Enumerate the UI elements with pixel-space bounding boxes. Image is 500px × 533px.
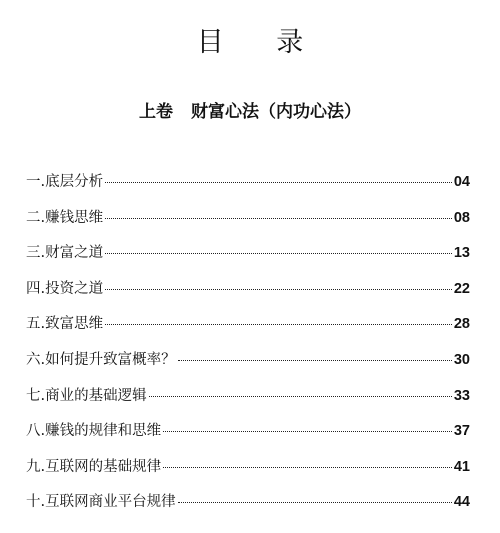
toc-entry: [26, 170, 470, 206]
toc-list: [26, 170, 470, 526]
section-heading: [0, 97, 500, 122]
toc-entry-label: 一.底层分析: [26, 174, 104, 190]
toc-entry-label: 二.赚钱思维: [26, 209, 104, 226]
toc-entry: [26, 241, 470, 277]
toc-entry-label: 四.投资之道: [26, 280, 104, 297]
dot-leader: [105, 218, 452, 219]
toc-entry: [26, 419, 470, 455]
toc-page-number: 30: [453, 351, 470, 368]
toc-entry-label: 三.财富之道: [26, 245, 104, 262]
toc-entry-label: 五.致富思维: [26, 316, 104, 333]
toc-page-number: 08: [453, 209, 470, 226]
dot-leader: [178, 360, 452, 361]
dot-leader: [178, 502, 452, 503]
toc-entry: [26, 206, 470, 242]
toc-entry-label: 六.如何提升致富概率？: [26, 351, 176, 368]
toc-entry-label: 八.赚钱的规律和思维: [26, 423, 162, 440]
dot-leader: [163, 467, 452, 468]
dot-leader: [149, 396, 452, 397]
toc-page-number: 33: [453, 387, 470, 404]
dot-leader: [105, 253, 452, 254]
volume-label: 上卷: [139, 102, 173, 122]
toc-entry: [26, 348, 470, 384]
toc-entry: [26, 277, 470, 313]
dot-leader: [105, 182, 452, 183]
toc-page-number: 04: [453, 174, 470, 190]
toc-entry-label: 十.互联网商业平台规律: [26, 494, 176, 511]
section-title-text: 财富心法（内功心法）: [191, 102, 361, 122]
toc-page-number: 28: [453, 316, 470, 333]
toc-page-number: 41: [453, 458, 470, 475]
toc-entry-label: 九.互联网的基础规律: [26, 458, 162, 475]
toc-entry: [26, 384, 470, 420]
toc-entry: [26, 490, 470, 526]
toc-page-number: 13: [453, 245, 470, 262]
toc-page-number: 22: [453, 280, 470, 297]
toc-entry: [26, 312, 470, 348]
dot-leader: [163, 431, 452, 432]
toc-entry: [26, 455, 470, 491]
dot-leader: [105, 289, 452, 290]
toc-page-number: 37: [453, 423, 470, 440]
toc-page-number: 44: [453, 494, 470, 511]
toc-entry-label: 七.商业的基础逻辑: [26, 387, 147, 404]
table-of-contents-heading: 目 录: [196, 27, 326, 58]
dot-leader: [105, 324, 452, 325]
